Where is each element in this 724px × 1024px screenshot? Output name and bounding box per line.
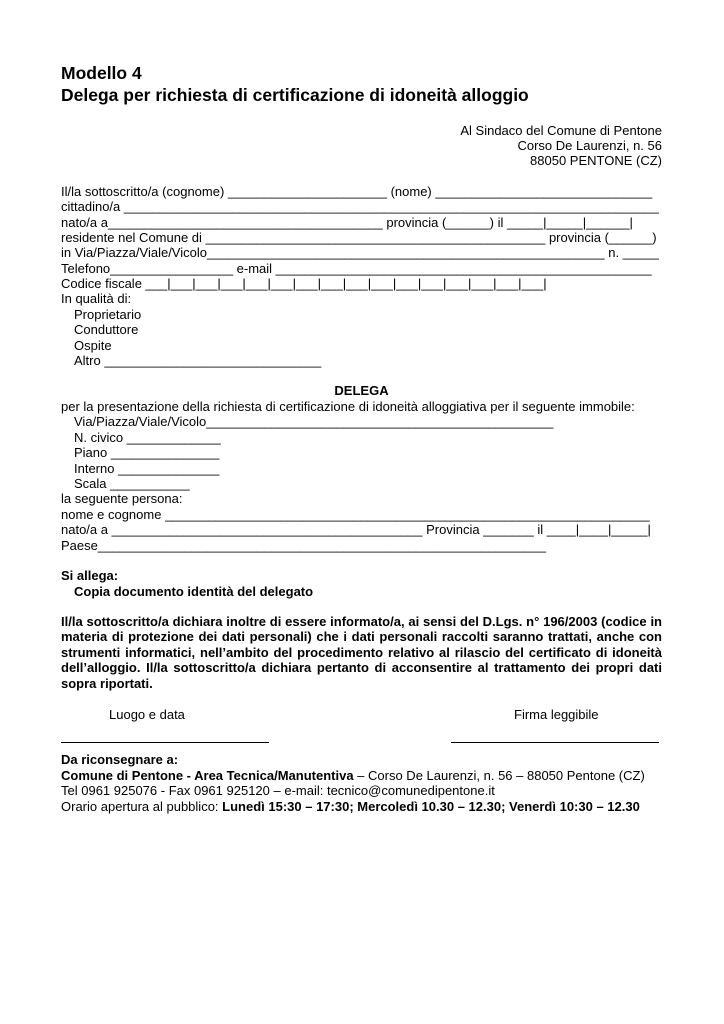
delegate-name-field[interactable]: nome e cognome ___________________________________________________________________ [61,507,650,522]
property-floor-field[interactable]: Piano _______________ [74,445,220,460]
office-street: – Corso De Laurenzi, n. 56 – 88050 Pentone (CZ) [353,768,645,783]
place-date-label: Luogo e data [109,707,185,722]
applicant-tax-code-field[interactable]: Codice fiscale ___|___|___|___|___|___|___|___|___|___|___|___|___|___|___|___| [61,276,547,291]
delegate-country-field[interactable]: Paese______________________________________________________________ [61,538,547,553]
office-name: Comune di Pentone - Area Tecnica/Manutentiva [61,768,354,783]
office-hours-value: Lunedì 15:30 – 17:30; Mercoledì 10.30 – 12.30; Venerdì 10:30 – 12.30 [222,799,640,814]
recipient-line-1: Al Sindaco del Comune di Pentone [460,123,662,138]
form-number: Modello 4 [61,63,142,83]
capacity-label: In qualità di: [61,291,132,306]
delegate-birth-field[interactable]: nato/a a ___________________________________________ Provincia _______ il ____|____|_____| [61,522,651,537]
signature-line[interactable] [451,742,659,743]
applicant-residence-field[interactable]: residente nel Comune di _______________________________________________ provincia (______) [61,230,657,245]
privacy-statement: Il/la sottoscritto/a dichiara inoltre di essere informato/a, ai sensi del D.Lgs. n° 196/2003 (codice in materia di protezione dei dati personali) che i dati personali raccolti saranno trattati, anche con strumenti informatici, nell’ambito del procedimento relativo al rilascio del certificato di idoneità dell’alloggio. Il/la sottoscritto/a dichiara pertanto di acconsentire al trattamento dei propri dati sopra riportati. [61,614,662,691]
applicant-surname-name-field[interactable]: Il/la sottoscritto/a (cognome) ______________________ (nome) ______________________________ [61,184,653,199]
property-street-field[interactable]: Via/Piazza/Viale/Vicolo________________________________________________ [74,414,554,429]
delega-intro: per la presentazione della richiesta di certificazione di idoneità alloggiativa per il seguente immobile: [61,399,635,414]
delega-heading: DELEGA [334,383,389,398]
delegate-label: la seguente persona: [61,491,183,506]
recipient-line-2: Corso De Laurenzi, n. 56 [517,138,662,153]
office-hours [61,799,640,814]
applicant-phone-email-field[interactable]: Telefono_________________ e-mail ____________________________________________________ [61,261,652,276]
capacity-option-tenant[interactable]: Conduttore [74,322,139,337]
return-label: Da riconsegnare a: [61,752,179,767]
office-contacts: Tel 0961 925076 - Fax 0961 925120 – e-mail: tecnico@comunedipentone.it [61,783,495,798]
signature-label: Firma leggibile [514,707,599,722]
office-hours-label: Orario apertura al pubblico: [61,799,223,814]
office-address [61,768,645,783]
capacity-option-owner[interactable]: Proprietario [74,307,142,322]
property-number-field[interactable]: N. civico _____________ [74,430,221,445]
property-unit-field[interactable]: Interno ______________ [74,461,220,476]
place-date-line[interactable] [61,742,269,743]
property-stair-field[interactable]: Scala ___________ [74,476,190,491]
attachments-label: Si allega: [61,568,119,583]
attachment-item: Copia documento identità del delegato [74,584,314,599]
applicant-birth-field[interactable]: nato/a a______________________________________ provincia (______) il _____|_____|______| [61,215,633,230]
applicant-address-field[interactable]: in Via/Piazza/Viale/Vicolo_______________________________________________________ n. _____ [61,245,659,260]
capacity-option-guest[interactable]: Ospite [74,338,112,353]
page-title: Delega per richiesta di certificazione di idoneità alloggio [61,85,529,105]
recipient-line-3: 88050 PENTONE (CZ) [530,153,662,168]
applicant-citizenship-field[interactable]: cittadino/a __________________________________________________________________________ [61,199,659,214]
capacity-option-other[interactable]: Altro ______________________________ [74,353,322,368]
